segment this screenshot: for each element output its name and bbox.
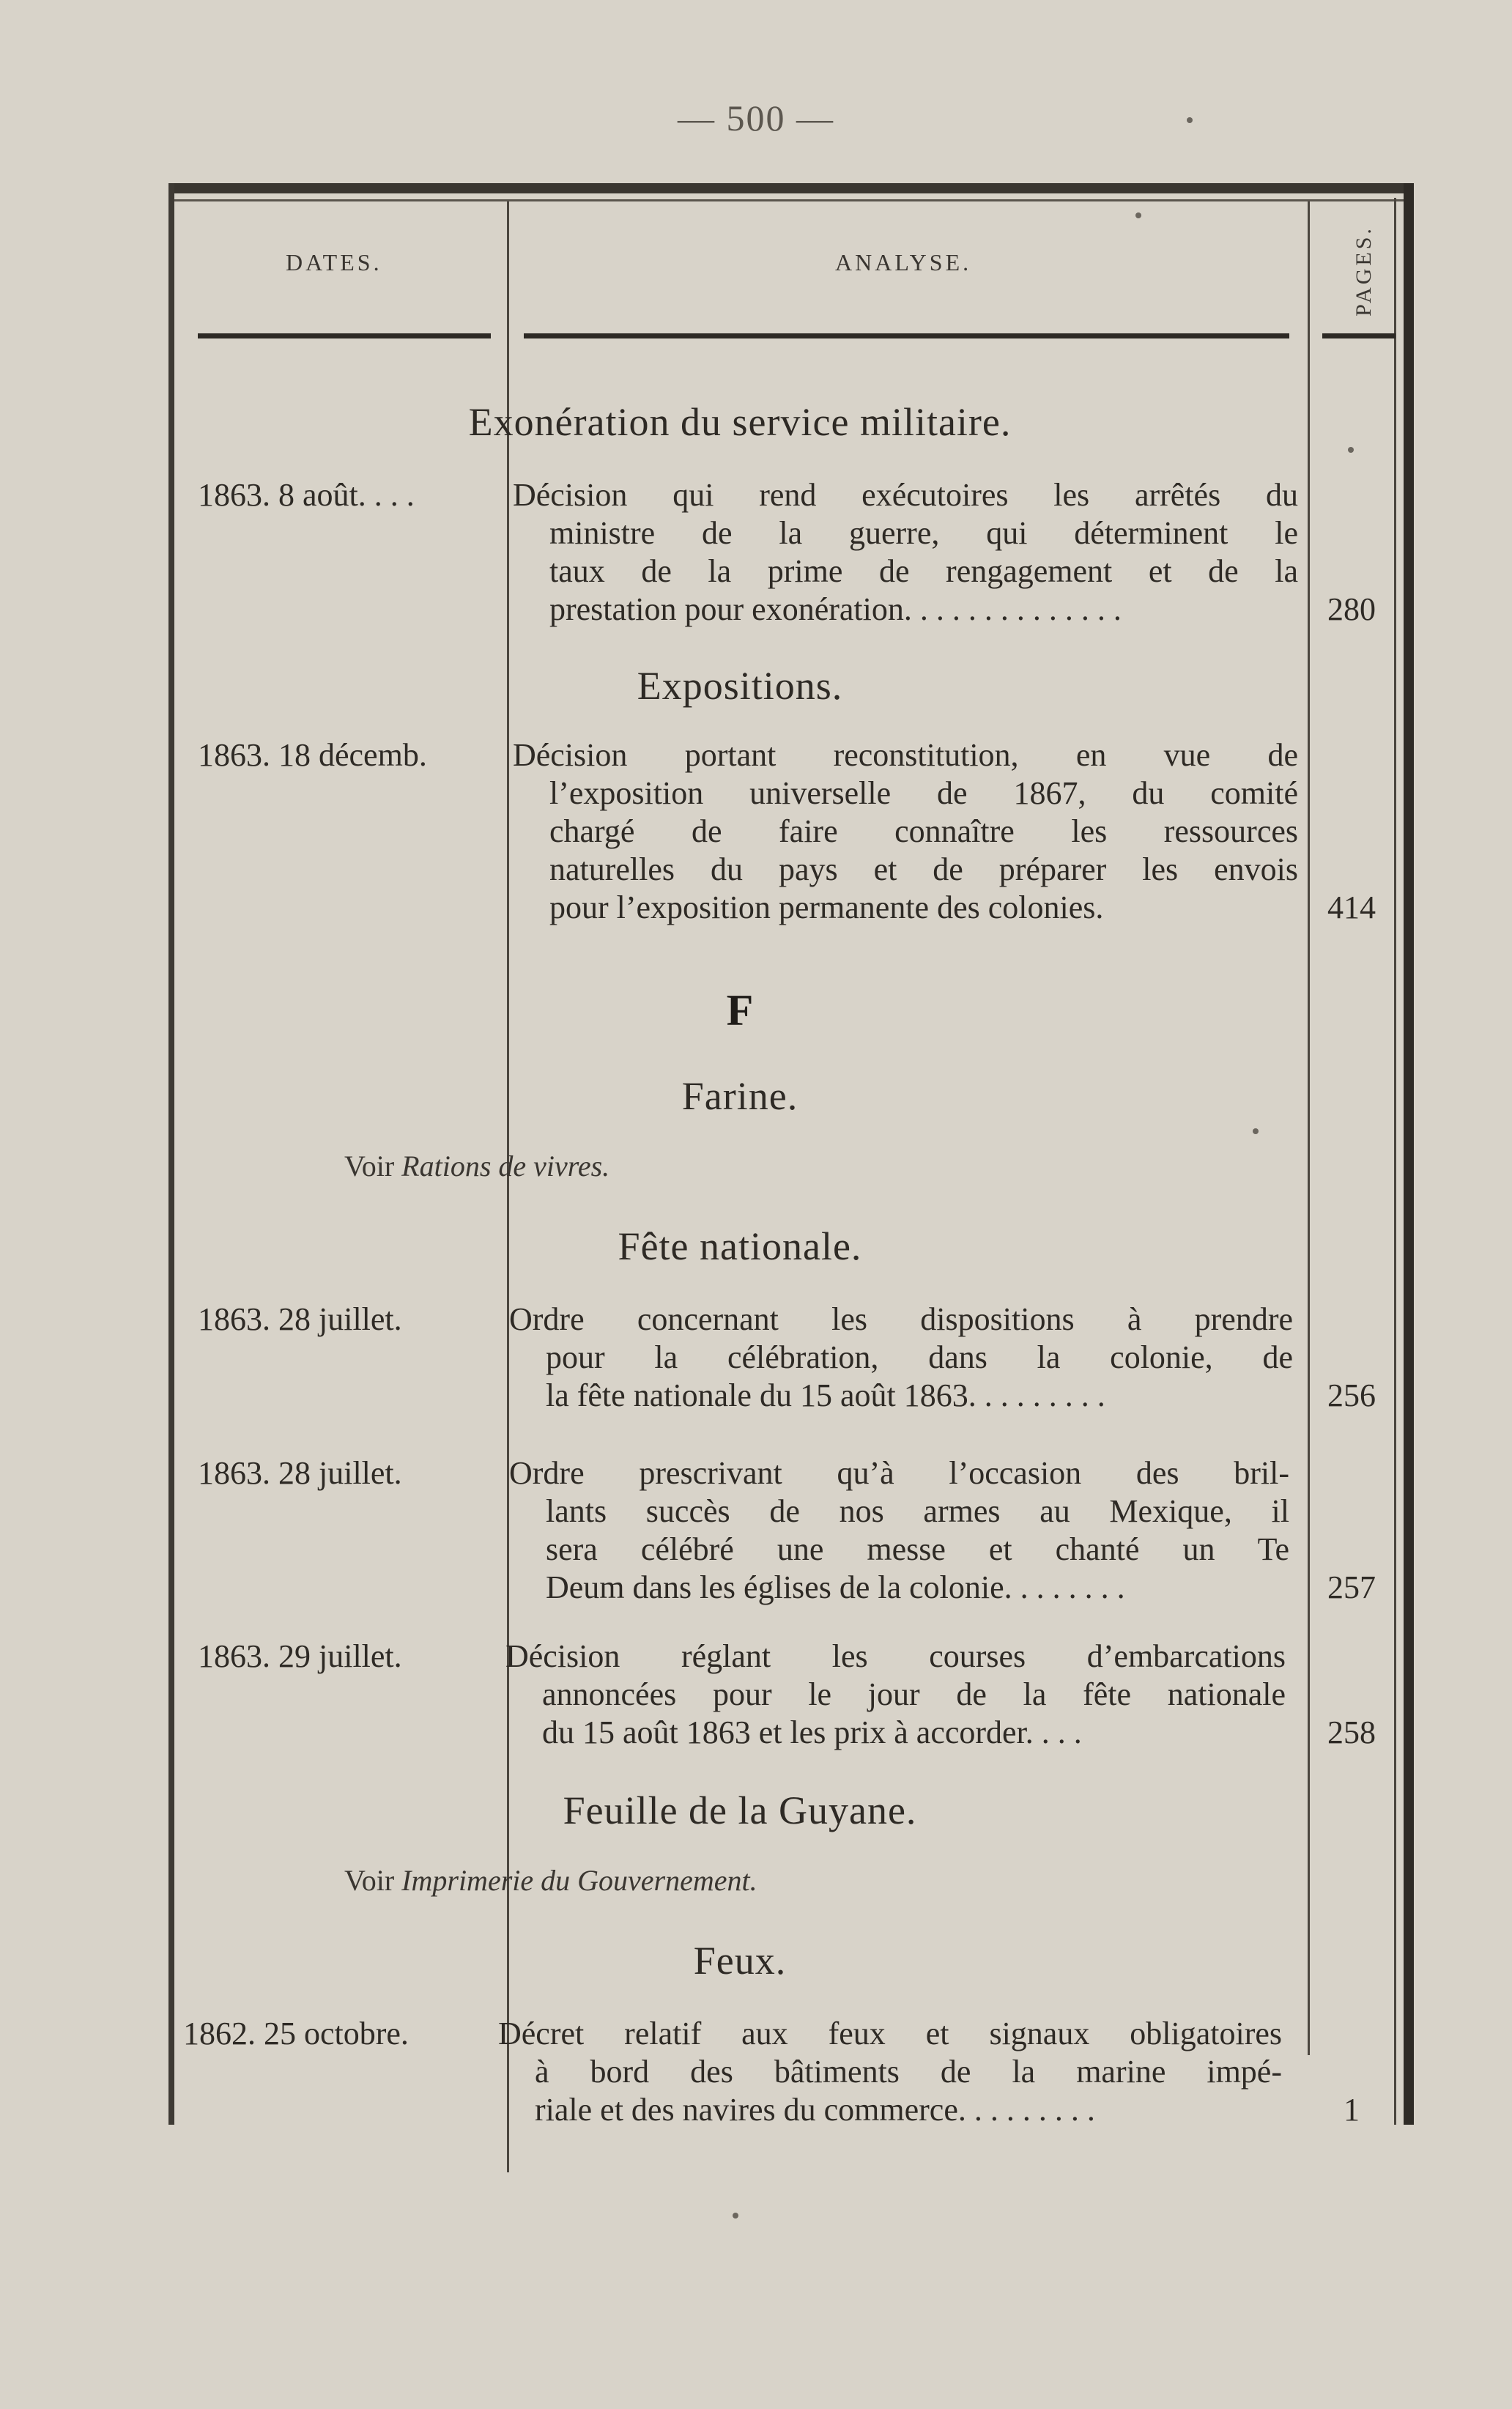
pages-column-divider <box>1308 201 1310 2055</box>
page-ref: 1 <box>1344 2092 1360 2128</box>
entry-text: Décision réglant les courses d’embarcations annoncées pour le jour de la fête nationale du 15 août 1863 et les prix à accorder. . . . <box>505 1638 1286 1750</box>
see-also: Voir Rations de vivres. <box>344 1150 610 1183</box>
page-ref: 280 <box>1327 591 1376 627</box>
right-border-inner <box>1394 198 1396 2125</box>
page-ref: 257 <box>1327 1569 1376 1605</box>
section-title: Feuille de la Guyane. <box>563 1788 917 1832</box>
pages-header-rule <box>1322 333 1396 338</box>
section-title: Expositions. <box>637 664 843 708</box>
section-title: Feux. <box>693 1939 787 1983</box>
section-title: Fête nationale. <box>618 1224 862 1268</box>
page-ref: 414 <box>1327 889 1376 925</box>
entry-text: Décision qui rend exécutoires les arrêtés du ministre de la guerre, qui déterminent le taux de la prime de rengagement et de la prestation pour exonération. . . . . . . . . . . . . . <box>513 477 1298 627</box>
entry-date: 1863. 28 juillet. <box>198 1301 402 1337</box>
pages-header: PAGES. <box>1352 226 1376 317</box>
entry-text: Ordre prescrivant qu’à l’occasion des bril- lants succès de nos armes au Mexique, il sera célébré une messe et chanté un Te Deum dans les églises de la colonie. . . . . . . . <box>509 1455 1289 1605</box>
page-ref: 256 <box>1327 1377 1376 1413</box>
page-ref: 258 <box>1327 1714 1376 1750</box>
dates-header: DATES. <box>286 249 382 275</box>
entry-date: 1862. 25 octobre. <box>183 2016 409 2051</box>
analysis-header-rule <box>524 333 1289 338</box>
ink-speck <box>1253 1128 1259 1134</box>
right-border <box>1404 183 1414 2125</box>
entry-date: 1863. 18 décemb. <box>198 737 427 773</box>
ink-speck <box>1187 117 1193 123</box>
section-title: Exonération du service militaire. <box>468 400 1012 444</box>
entry-date: 1863. 8 août. . . . <box>198 477 415 513</box>
entry-date: 1863. 28 juillet. <box>198 1455 402 1491</box>
section-title: Farine. <box>681 1074 798 1118</box>
analysis-header: ANALYSE. <box>835 249 972 275</box>
ink-speck <box>1135 212 1141 218</box>
dates-header-rule <box>198 333 491 338</box>
left-border <box>168 183 174 2125</box>
entry-text: Décret relatif aux feux et signaux obligatoires à bord des bâtiments de la marine impé- riale et des navires du commerce. . . . . . . . . <box>498 2016 1282 2128</box>
ink-speck <box>733 2213 738 2219</box>
page-number: — 500 — <box>678 97 834 138</box>
entry-text: Ordre concernant les dispositions à prendre pour la célébration, dans la colonie, de la fête nationale du 15 août 1863. . . . . . . . . <box>509 1301 1293 1413</box>
entry-date: 1863. 29 juillet. <box>198 1638 402 1674</box>
ink-speck <box>1348 447 1354 453</box>
section-letter: F <box>726 986 754 1035</box>
top-rule-thin <box>168 199 1414 201</box>
entry-text: Décision portant reconstitution, en vue de l’exposition universelle de 1867, du comité chargé de faire connaître les ressources naturelles du pays et de préparer les envois pour l’exposition permanente des colonies. <box>513 737 1298 925</box>
top-rule <box>168 183 1414 193</box>
see-also: Voir Imprimerie du Gouvernement. <box>344 1864 757 1897</box>
